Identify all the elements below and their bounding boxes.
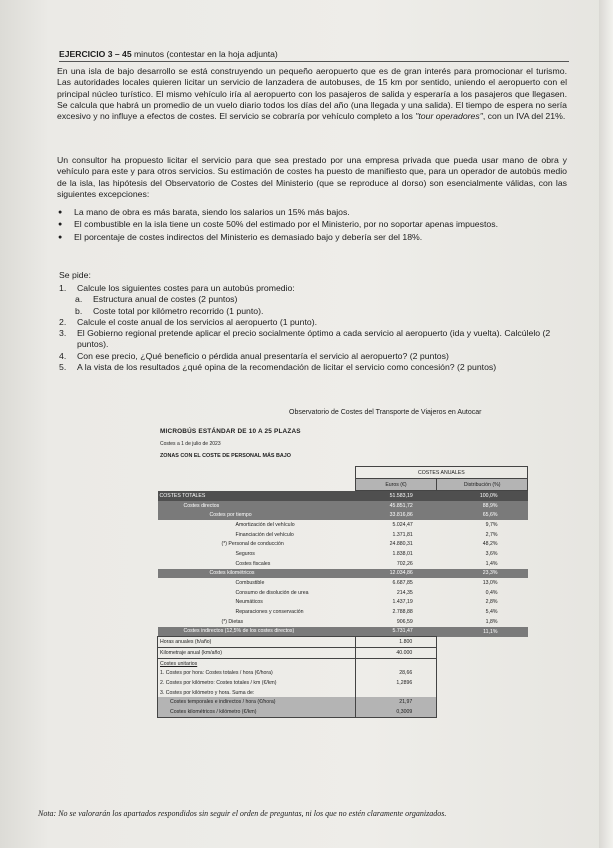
row-pct: 100,0% <box>437 491 528 501</box>
row-label: 1. Costes por hora: Costes totales / hora (€/hora) <box>158 668 356 678</box>
page-edge <box>599 0 613 848</box>
table-heading: MICROBÚS ESTÁNDAR DE 10 A 25 PLAZAS <box>160 428 301 435</box>
row-label: (*) Dietas <box>221 618 244 625</box>
row-value: 1,2896 <box>355 678 437 688</box>
row-label: Costes temporales e indirectos / hora (€/hora) <box>158 697 356 707</box>
column-group-header: COSTES ANUALES <box>355 467 527 479</box>
row-pct: 0,4% <box>485 589 498 596</box>
table-row <box>158 588 528 598</box>
questions-list <box>59 283 571 373</box>
hours-value: 1.800 <box>355 637 437 648</box>
row-label: Amortización del vehículo <box>235 521 295 528</box>
row-label: Financiación del vehículo <box>235 531 294 538</box>
km-value: 40.000 <box>355 648 437 659</box>
table-source: Observatorio de Costes del Transporte de Viajeros en Autocar <box>289 409 482 416</box>
table-row <box>158 520 528 530</box>
table-row <box>158 707 528 717</box>
row-label: Seguros <box>235 550 255 557</box>
row-value: 28,66 <box>355 668 437 678</box>
table-row <box>158 569 528 579</box>
row-euros: 45.851,72 <box>355 501 437 511</box>
table-row <box>158 501 528 511</box>
question-1: 1. Calcule los siguientes costes para un autobús promedio: <box>59 283 295 293</box>
cost-table <box>157 466 528 718</box>
row-label: Neumáticos <box>235 599 263 606</box>
table-row <box>158 668 528 678</box>
paragraph-context: En una isla de bajo desarrollo se está construyendo un pequeño aeropuerto que es de gran interés para promocionar el turismo. Las autoridades locales quieren licitar un servicio de lanzadera de autobuses, de 15 km por sentido, uniendo el aeropuerto con el principal núcleo turístico. El mismo vehículo iría al aeropuerto con los pasajeros de salida y esperaría a los pasajeros que llegasen. Se calcula que habrá un promedio de un vuelo diario todos los días del año (una llegada y una salida). El tiempo de espera no sería excesivo y no influye a efectos de costes. El servicio se cobraría por vehículo completo a los "tour operadores", con un IVA del 21%. <box>57 66 567 122</box>
table-row <box>158 678 528 688</box>
table-row <box>158 549 528 559</box>
table-date: Costes a 1 de julio de 2023 <box>160 441 221 447</box>
row-value: 0,3009 <box>355 707 437 717</box>
table-row-km <box>158 648 528 659</box>
table-row-hours <box>158 637 528 648</box>
km-label: Kilometraje anual (km/año) <box>158 648 356 659</box>
row-euros: 1.437,19 <box>392 599 413 606</box>
row-pct: 13,0% <box>482 580 498 587</box>
row-euros: 214,35 <box>396 589 413 596</box>
row-label: Costes fiscales <box>235 560 271 567</box>
row-euros: 5.024,47 <box>392 521 413 528</box>
row-label: 3. Costes por kilómetro y hora. Suma de: <box>158 688 356 698</box>
row-euros: 33.816,86 <box>355 510 437 520</box>
list-item: ● El porcentaje de costes indirectos del Ministerio es demasiado bajo y debería ser del 18%. <box>74 232 568 243</box>
exceptions-list <box>74 207 568 244</box>
table-row <box>158 530 528 540</box>
question-5: 5. A la vista de los resultados ¿qué opina de la recomendación de licitar el servicio como concesión? (2 puntos) <box>59 362 497 373</box>
row-pct: 1,8% <box>485 618 498 625</box>
row-euros: 1.371,81 <box>392 531 413 538</box>
row-pct: 88,9% <box>437 501 528 511</box>
row-label: Costes directos <box>158 501 356 511</box>
table-zone: ZONAS CON EL COSTE DE PERSONAL MÁS BAJO <box>160 453 291 459</box>
row-euros: 2.788,88 <box>392 609 413 616</box>
table-row <box>158 510 528 520</box>
title-divider <box>59 61 569 62</box>
row-label: Reparaciones y conservación <box>235 609 304 616</box>
question-3: 3. El Gobierno regional pretende aplicar el precio socialmente óptimo a cada servicio al aeropuerto (ida y vuelta). Calcúlelo (2 puntos). <box>59 328 551 350</box>
table-row <box>158 539 528 549</box>
row-pct: 2,7% <box>485 531 498 538</box>
row-pct: 23,3% <box>437 569 528 579</box>
table-row <box>158 559 528 569</box>
row-pct: 3,6% <box>485 550 498 557</box>
exercise-title: EJERCICIO 3 – 45 minutos (contestar en la hoja adjunta) <box>59 49 278 59</box>
row-label: COSTES TOTALES <box>158 491 356 501</box>
row-pct: 48,2% <box>482 541 498 548</box>
table-row <box>158 598 528 608</box>
table-row <box>158 491 528 501</box>
row-euros: 24.880,31 <box>389 541 413 548</box>
row-pct: 11,1% <box>437 627 528 637</box>
list-item: ● El combustible en la isla tiene un coste 50% del estimado por el Ministerio, por no soportar apenas impuestos. <box>74 219 568 230</box>
row-euros: 906,59 <box>396 618 413 625</box>
table-row <box>158 607 528 617</box>
row-pct: 5,4% <box>485 609 498 616</box>
row-label: Costes kilométricos / kilómetro (€/km) <box>158 707 356 717</box>
hours-label: Horas anuales (h/año) <box>158 637 356 648</box>
row-euros: 51.583,19 <box>355 491 437 501</box>
table-header-row <box>158 479 528 491</box>
row-pct: 2,8% <box>485 599 498 606</box>
table-row <box>158 578 528 588</box>
row-value: 21,97 <box>355 697 437 707</box>
row-euros: 1.838,01 <box>392 550 413 557</box>
table-row <box>158 688 528 698</box>
question-2: 2. Calcule el coste anual de los servicios al aeropuerto (1 punto). <box>59 316 318 327</box>
footnote: Nota: No se valorarán los apartados respondidos sin seguir el orden de preguntas, ni los que no estén claramente organizados. <box>38 809 447 818</box>
row-label: Costes kilométricos <box>158 569 356 579</box>
table-row <box>158 627 528 637</box>
row-euros: 6.687,85 <box>392 580 413 587</box>
row-pct: 1,4% <box>485 560 498 567</box>
row-label: Combustible <box>235 580 265 587</box>
column-header-euros: Euros (€) <box>355 479 437 491</box>
row-euros: 12.034,86 <box>355 569 437 579</box>
row-label: Costes indirectos (12,5% de los costes directos) <box>158 627 356 637</box>
row-label: 2. Costes por kilómetro: Costes totales / km (€/km) <box>158 678 356 688</box>
table-row <box>158 617 528 627</box>
list-item: ● La mano de obra es más barata, siendo los salarios un 15% más bajos. <box>74 207 568 218</box>
column-header-distribution: Distribución (%) <box>437 479 528 491</box>
row-label: Consumo de disolución de urea <box>235 589 309 596</box>
row-label: Costes por tiempo <box>158 510 356 520</box>
row-euros: 5.731,47 <box>355 627 437 637</box>
row-pct: 65,6% <box>437 510 528 520</box>
question-1a: a. Estructura anual de costes (2 puntos) <box>75 294 238 305</box>
question-4: 4. Con ese precio, ¿Qué beneficio o pérdida anual presentaría el servicio al aeropuerto? (2 puntos) <box>59 350 449 361</box>
paragraph-consultant: Un consultor ha propuesto licitar el servicio para que sea prestado por una empresa privada que pueda usar mano de obra y vehículo para este y para otros servicios. Su estimación de costes ha puesto de manifiesto que, para un operador de autobús medio de la isla, las hipótesis del Observatorio de Costes del Ministerio (que se reproduce al dorso) son esencialmente válidas, con las siguientes excepciones: <box>57 155 567 199</box>
table-row <box>158 697 528 707</box>
questions-heading: Se pide: <box>59 270 91 280</box>
row-pct: 9,7% <box>485 521 498 528</box>
row-euros: 702,26 <box>396 560 413 567</box>
row-label: (*) Personal de conducción <box>221 541 284 548</box>
question-1b: b. Coste total por kilómetro recorrido (1 punto). <box>75 305 264 316</box>
unit-costs-title-row <box>158 658 528 668</box>
unit-costs-title: Costes unitarios <box>158 658 356 668</box>
table-header-row <box>158 467 528 479</box>
